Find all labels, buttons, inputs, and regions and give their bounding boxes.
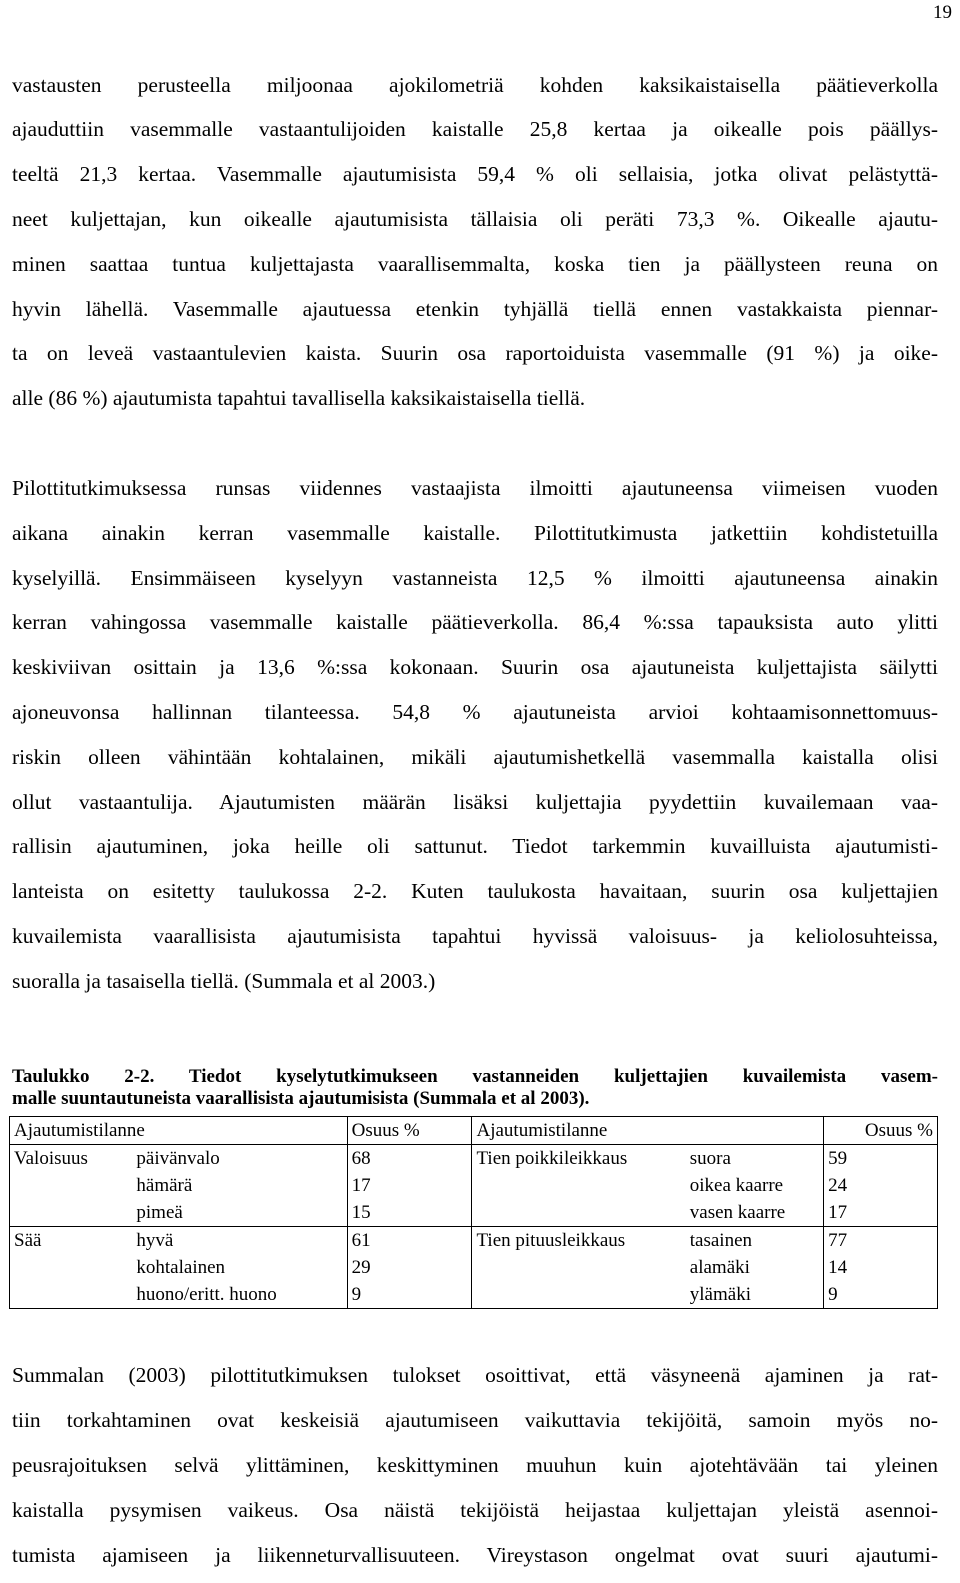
paragraph-2-line: suoralla ja tasaisella tiellä. (Summala et al 2003.) <box>12 969 436 993</box>
category-cell: Valoisuus <box>10 1145 133 1173</box>
value-cell: 68 <box>347 1145 472 1173</box>
value-cell: 77 <box>824 1227 938 1255</box>
category-cell: Sää <box>10 1227 133 1255</box>
item-cell: pimeä <box>132 1199 347 1227</box>
header-cell: Osuus % <box>824 1117 938 1145</box>
value-cell: 17 <box>824 1199 938 1227</box>
item-cell: ylämäki <box>686 1281 824 1309</box>
item-cell: hämärä <box>132 1172 347 1199</box>
paragraph-2-line: rallisin ajautuminen, joka heille oli sattunut. Tiedot tarkemmin kuvailluista ajautumisti- <box>12 834 938 858</box>
paragraph-1-line: ajauduttiin vasemmalle vastaantulijoiden kaistalle 25,8 kertaa ja oikealle pois päällys- <box>12 117 938 141</box>
data-table <box>9 1116 938 1309</box>
value-cell: 29 <box>347 1254 472 1281</box>
paragraph-1-line: vastausten perusteella miljoonaa ajokilometriä kohden kaksikaistaisella päätieverkolla <box>12 73 938 97</box>
value-cell: 59 <box>824 1145 938 1173</box>
paragraph-2-line: keskiviivan osittain ja 13,6 %:ssa kokonaan. Suurin osa ajautuneista kuljettajista säilytti <box>12 655 938 679</box>
paragraph-1-line: alle (86 %) ajautumista tapahtui tavallisella kaksikaistaisella tiellä. <box>12 386 586 410</box>
paragraph-2-line: Pilottitutkimuksessa runsas viidennes vastaajista ilmoitti ajautuneensa viimeisen vuoden <box>12 476 938 500</box>
paragraph-3-line: peusrajoituksen selvä ylittäminen, keskittyminen muuhun kuin ajotehtävään tai yleinen <box>12 1453 938 1477</box>
table-caption-line: Taulukko 2-2. Tiedot kyselytutkimukseen vastanneiden kuljettajien kuvailemista vasem- <box>12 1066 938 1087</box>
paragraph-2-line: aikana ainakin kerran vasemmalle kaistalle. Pilottitutkimusta jatkettiin kohdistetuilla <box>12 521 938 545</box>
category-cell: Tien pituusleikkaus <box>472 1227 686 1255</box>
item-cell: suora <box>686 1145 824 1173</box>
value-cell: 24 <box>824 1172 938 1199</box>
table-row <box>10 1281 938 1309</box>
value-cell: 14 <box>824 1254 938 1281</box>
paragraph-3-line: Summalan (2003) pilottitutkimuksen tulokset osoittivat, että väsyneenä ajaminen ja rat- <box>12 1363 938 1387</box>
item-cell: vasen kaarre <box>686 1199 824 1227</box>
paragraph-2-line: lanteista on esitetty taulukossa 2-2. Kuten taulukosta havaitaan, suurin osa kuljettajien <box>12 879 938 903</box>
table-header-row <box>10 1117 938 1145</box>
item-cell: tasainen <box>686 1227 824 1255</box>
value-cell: 9 <box>824 1281 938 1309</box>
header-cell: Ajautumistilanne <box>472 1117 824 1145</box>
item-cell: oikea kaarre <box>686 1172 824 1199</box>
value-cell: 61 <box>347 1227 472 1255</box>
page-number: 19 <box>933 2 952 23</box>
header-cell: Osuus % <box>347 1117 472 1145</box>
paragraph-2-line: ollut vastaantulija. Ajautumisten määrän lisäksi kuljettajia pyydettiin kuvailemaan vaa- <box>12 790 938 814</box>
paragraph-3-line: tiin torkahtaminen ovat keskeisiä ajautumiseen vaikuttavia tekijöitä, samoin myös no- <box>12 1408 938 1432</box>
table-row <box>10 1199 938 1227</box>
item-cell: kohtalainen <box>132 1254 347 1281</box>
table-caption-line: malle suuntautuneista vaarallisista ajautumisista (Summala et al 2003). <box>12 1088 590 1109</box>
value-cell: 9 <box>347 1281 472 1309</box>
value-cell: 15 <box>347 1199 472 1227</box>
paragraph-1-line: minen saattaa tuntua kuljettajasta vaarallisemmalta, koska tien ja päällysteen reuna on <box>12 252 938 276</box>
paragraph-3-line: kaistalla pysymisen vaikeus. Osa näistä tekijöistä heijastaa kuljettajan yleistä asennoi- <box>12 1498 938 1522</box>
item-cell: alamäki <box>686 1254 824 1281</box>
paragraph-2-line: kyselyillä. Ensimmäiseen kyselyyn vastanneista 12,5 % ilmoitti ajautuneensa ainakin <box>12 566 938 590</box>
paragraph-1-line: ta on leveä vastaantulevien kaista. Suurin osa raportoiduista vasemmalle (91 %) ja oike- <box>12 341 938 365</box>
table-row <box>10 1227 938 1255</box>
item-cell: hyvä <box>132 1227 347 1255</box>
item-cell: päivänvalo <box>132 1145 347 1173</box>
value-cell: 17 <box>347 1172 472 1199</box>
paragraph-2-line: kerran vahingossa vasemmalle kaistalle päätieverkolla. 86,4 %:ssa tapauksista auto ylitti <box>12 610 938 634</box>
paragraph-2-line: ajoneuvonsa hallinnan tilanteessa. 54,8 % ajautuneista arvioi kohtaamisonnettomuus- <box>12 700 938 724</box>
paragraph-1-line: teeltä 21,3 kertaa. Vasemmalle ajautumisista 59,4 % oli sellaisia, jotka olivat pelästyttä- <box>12 162 938 186</box>
table-row <box>10 1254 938 1281</box>
item-cell: huono/eritt. huono <box>132 1281 347 1309</box>
table-row <box>10 1172 938 1199</box>
paragraph-2-line: riskin olleen vähintään kohtalainen, mikäli ajautumishetkellä vasemmalla kaistalla olisi <box>12 745 938 769</box>
paragraph-2-line: kuvailemista vaarallisista ajautumisista tapahtui hyvissä valoisuus- ja keliolosuhteissa, <box>12 924 938 948</box>
paragraph-1-line: hyvin lähellä. Vasemmalle ajautuessa etenkin tyhjällä tiellä ennen vastakkaista piennar- <box>12 297 938 321</box>
category-cell: Tien poikkileikkaus <box>472 1145 686 1173</box>
table-row <box>10 1145 938 1173</box>
paragraph-1-line: neet kuljettajan, kun oikealle ajautumisista tällaisia oli peräti 73,3 %. Oikealle ajautu- <box>12 207 938 231</box>
paragraph-3-line: tumista ajamiseen ja liikenneturvallisuuteen. Vireystason ongelmat ovat suuri ajautumi- <box>12 1543 938 1567</box>
header-cell: Ajautumistilanne <box>10 1117 348 1145</box>
